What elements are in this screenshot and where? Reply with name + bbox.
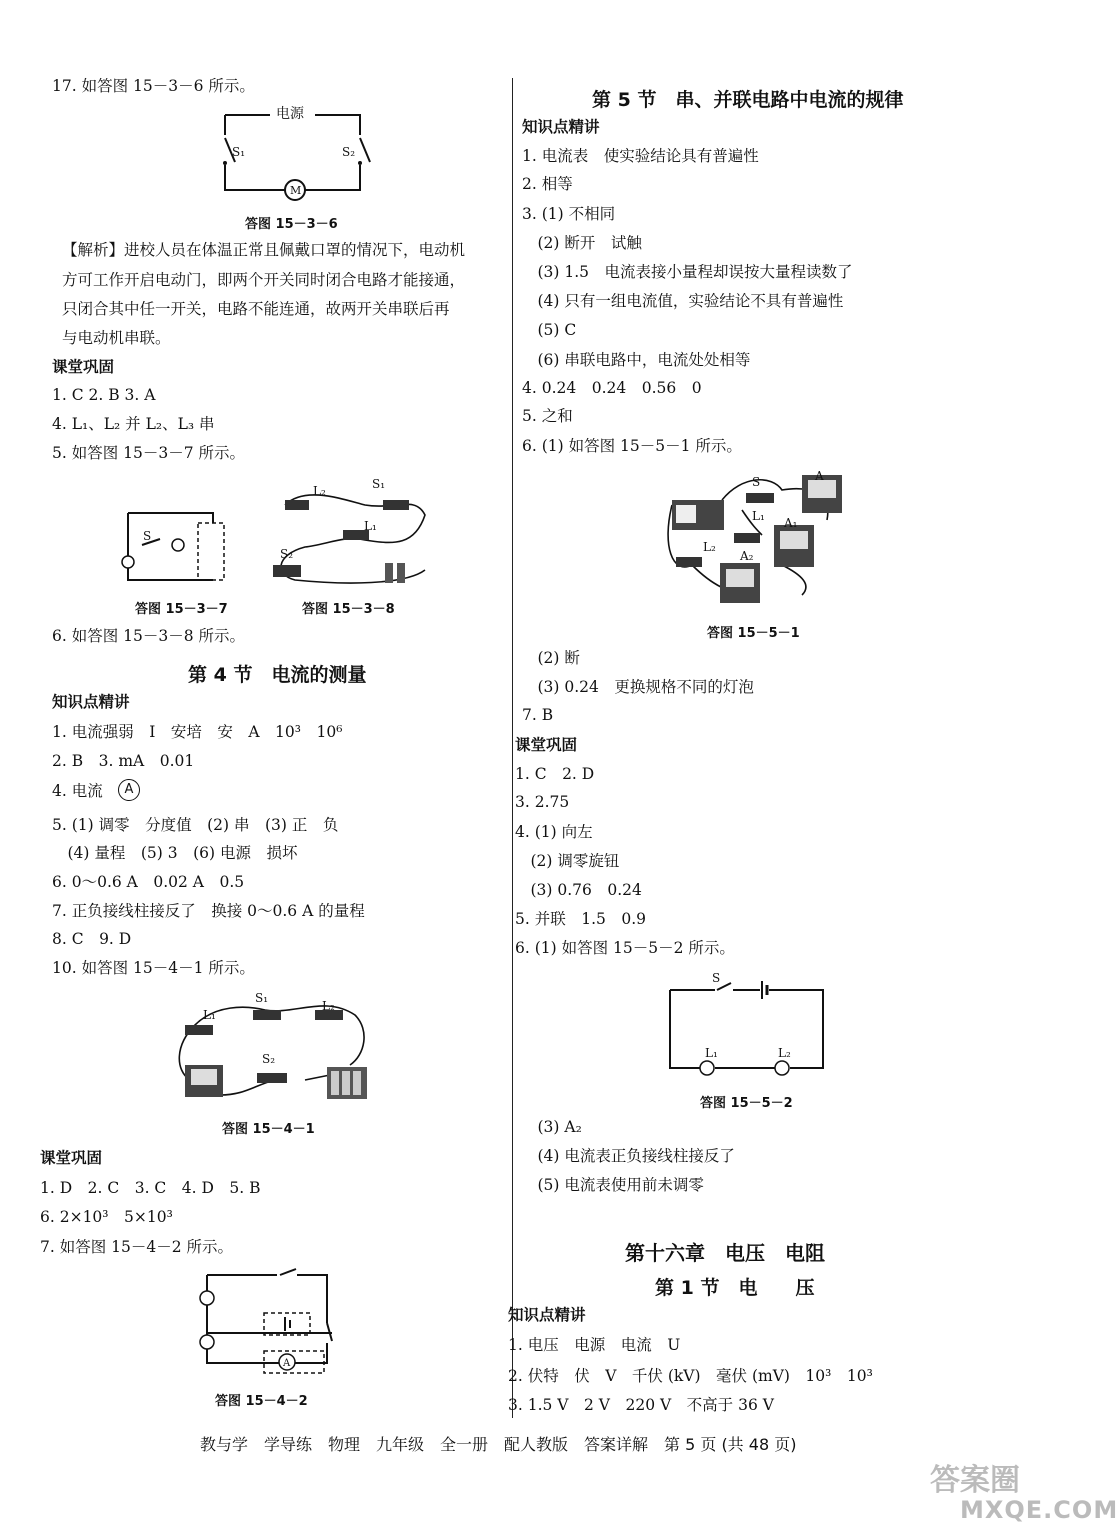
- q17: 17. 如答图 15－3－6 所示。: [52, 77, 255, 95]
- s4-line-7: 7. 正负接线柱接反了 换接 0～0.6 A 的量程: [52, 902, 365, 920]
- fig-15-4-1-s1-label: S₁: [255, 991, 269, 1005]
- k2-line-2: 6. 2×10³ 5×10³: [40, 1208, 173, 1226]
- s5b-line-3: 7. B: [522, 706, 554, 724]
- fig-15-5-2-l1-label: L₁: [705, 1046, 718, 1060]
- k1-line-3: 5. 如答图 15－3－7 所示。: [52, 444, 246, 462]
- ammeter-symbol: A: [118, 779, 140, 801]
- s4-line-1: 1. 电流强弱 I 安培 安 A 10³ 10⁶: [52, 723, 343, 741]
- caption-15-4-1: 答图 15－4－1: [222, 1122, 315, 1137]
- k1-line-2: 4. L₁、L₂ 并 L₂、L₃ 串: [52, 415, 215, 433]
- s5-line-6: (4) 只有一组电流值，实验结论不具有普遍性: [522, 292, 844, 310]
- s1-line-1: 1. 电压 电源 电流 U: [508, 1336, 681, 1354]
- heading-ketang-2: 课堂巩固: [40, 1148, 103, 1167]
- k-line-1: 1. C 2. D: [515, 765, 595, 783]
- circuit-15-3-8: [265, 475, 440, 595]
- column-divider: [512, 78, 513, 1418]
- switch-s1-label: S₁: [232, 145, 246, 159]
- s5b-line-1: (2) 断: [522, 649, 580, 667]
- k2-line-1: 1. D 2. C 3. C 4. D 5. B: [40, 1179, 261, 1197]
- s5-line-7: (5) C: [522, 321, 577, 339]
- fig-15-3-8-s2-label: S₂: [280, 547, 294, 561]
- s4-line-8: 8. C 9. D: [52, 930, 132, 948]
- heading-ketang-right: 课堂巩固: [515, 735, 578, 754]
- watermark-logo: 答案圈: [930, 1463, 1020, 1498]
- k-after-line-3: (5) 电流表使用前未调零: [522, 1176, 704, 1194]
- k-line-3: 4. (1) 向左: [515, 823, 593, 841]
- s5-line-8: (6) 串联电路中，电流处处相等: [522, 351, 751, 369]
- caption-15-4-2: 答图 15－4－2: [215, 1394, 308, 1409]
- caption-15-5-1: 答图 15－5－1: [707, 626, 800, 641]
- s5-line-1: 1. 电流表 使实验结论具有普遍性: [522, 147, 759, 165]
- s4-line-9: 10. 如答图 15－4－1 所示。: [52, 959, 255, 977]
- s5-line-10: 5. 之和: [522, 407, 573, 425]
- k-line-5: (3) 0.76 0.24: [515, 881, 642, 899]
- page-footer: 教与学 学导练 物理 九年级 全一册 配人教版 答案详解 第 5 页 (共 48 页): [200, 1435, 797, 1454]
- analysis-line-4: 与电动机串联。: [62, 329, 171, 347]
- caption-15-3-6: 答图 15－3－6: [245, 217, 338, 232]
- s4-line-6: 6. 0～0.6 A 0.02 A 0.5: [52, 873, 245, 891]
- heading-zhishi-right-2: 知识点精讲: [508, 1305, 586, 1324]
- heading-zhishi-right: 知识点精讲: [522, 117, 600, 136]
- k-line-7: 6. (1) 如答图 15－5－2 所示。: [515, 939, 735, 957]
- fig-15-5-2-l2-label: L₂: [778, 1046, 791, 1060]
- s5-line-3: 3. (1) 不相同: [522, 205, 616, 223]
- watermark-url: MXQE.COM: [960, 1496, 1118, 1524]
- section-5-heading: 第 5 节 串、并联电路中电流的规律: [592, 89, 904, 111]
- k-after-line-2: (4) 电流表正负接线柱接反了: [522, 1147, 735, 1165]
- circuit-15-4-2: [192, 1265, 342, 1380]
- s4-line-4: 5. (1) 调零 分度值 (2) 串 (3) 正 负: [52, 816, 339, 834]
- s1-line-3: 3. 1.5 V 2 V 220 V 不高于 36 V: [508, 1396, 774, 1414]
- fig-15-4-1-l1-label: L₁: [203, 1008, 216, 1022]
- caption-15-3-7: 答图 15－3－7: [135, 602, 228, 617]
- k-line-4: (2) 调零旋钮: [515, 852, 620, 870]
- circuit-15-4-1: [165, 985, 380, 1110]
- fig-15-4-1-l2-label: L₂: [322, 999, 335, 1013]
- fig-15-5-1-a2-label: A₂: [740, 549, 754, 563]
- s4-line-3: 4. 电流: [52, 782, 103, 800]
- heading-ketang-1: 课堂巩固: [52, 357, 115, 376]
- s5-line-4: (2) 断开 试触: [522, 234, 642, 252]
- fig-15-5-1-a-label: A: [815, 469, 824, 483]
- k-line-2: 3. 2.75: [515, 793, 570, 811]
- fig-15-5-1-a1-label: A₁: [784, 516, 798, 530]
- power-source-label: 电源: [276, 106, 304, 122]
- s4-line-5: (4) 量程 (5) 3 (6) 电源 损坏: [52, 844, 298, 862]
- fig-15-5-1-l2-label: L₂: [703, 540, 716, 554]
- fig-15-3-8-l2-label: L₂: [313, 484, 326, 498]
- fig-15-3-8-l1-label: L₁: [364, 519, 377, 533]
- k1-line-1: 1. C 2. B 3. A: [52, 386, 156, 404]
- circuit-15-3-7: [118, 505, 228, 590]
- s5b-line-2: (3) 0.24 更换规格不同的灯泡: [522, 678, 754, 696]
- heading-zhishi-left: 知识点精讲: [52, 692, 130, 711]
- k2-line-3: 7. 如答图 15－4－2 所示。: [40, 1238, 234, 1256]
- analysis-line-1: 【解析】进校人员在体温正常且佩戴口罩的情况下，电动机: [62, 241, 466, 259]
- section-1-heading: 第 1 节 电 压: [655, 1277, 815, 1299]
- caption-15-5-2: 答图 15－5－2: [700, 1096, 793, 1111]
- s5-line-2: 2. 相等: [522, 175, 573, 193]
- s5-line-11: 6. (1) 如答图 15－5－1 所示。: [522, 437, 742, 455]
- fig-15-4-1-s2-label: S₂: [262, 1052, 276, 1066]
- motor-label: M: [290, 184, 302, 197]
- fig-15-5-2-s-label: S: [712, 971, 721, 985]
- caption-15-3-8: 答图 15－3－8: [302, 602, 395, 617]
- s5-line-9: 4. 0.24 0.24 0.56 0: [522, 379, 702, 397]
- fig-15-3-7-s-label: S: [143, 529, 152, 543]
- analysis-line-2: 方可工作开启电动门，即两个开关同时闭合电路才能接通，: [62, 271, 466, 289]
- fig-15-3-8-s1-label: S₁: [372, 477, 386, 491]
- k-line-6: 5. 并联 1.5 0.9: [515, 910, 647, 928]
- q6-left: 6. 如答图 15－3－8 所示。: [52, 627, 246, 645]
- analysis-line-3: 只闭合其中任一开关，电路不能连通，故两开关串联后再: [62, 300, 450, 318]
- section-4-heading: 第 4 节 电流的测量: [188, 664, 367, 686]
- chapter-16-heading: 第十六章 电压 电阻: [625, 1241, 825, 1265]
- s4-line-2: 2. B 3. mA 0.01: [52, 752, 195, 770]
- s1-line-2: 2. 伏特 伏 V 千伏 (kV) 毫伏 (mV) 10³ 10³: [508, 1367, 873, 1385]
- circuit-15-5-2: [665, 978, 830, 1083]
- switch-s2-label: S₂: [342, 145, 356, 159]
- fig-15-4-2-a-label: A: [283, 1358, 291, 1369]
- fig-15-5-1-l1-label: L₁: [752, 509, 765, 523]
- k-after-line-1: (3) A₂: [522, 1118, 582, 1136]
- fig-15-5-1-s-label: S: [752, 475, 761, 489]
- s5-line-5: (3) 1.5 电流表接小量程却误按大量程读数了: [522, 263, 853, 281]
